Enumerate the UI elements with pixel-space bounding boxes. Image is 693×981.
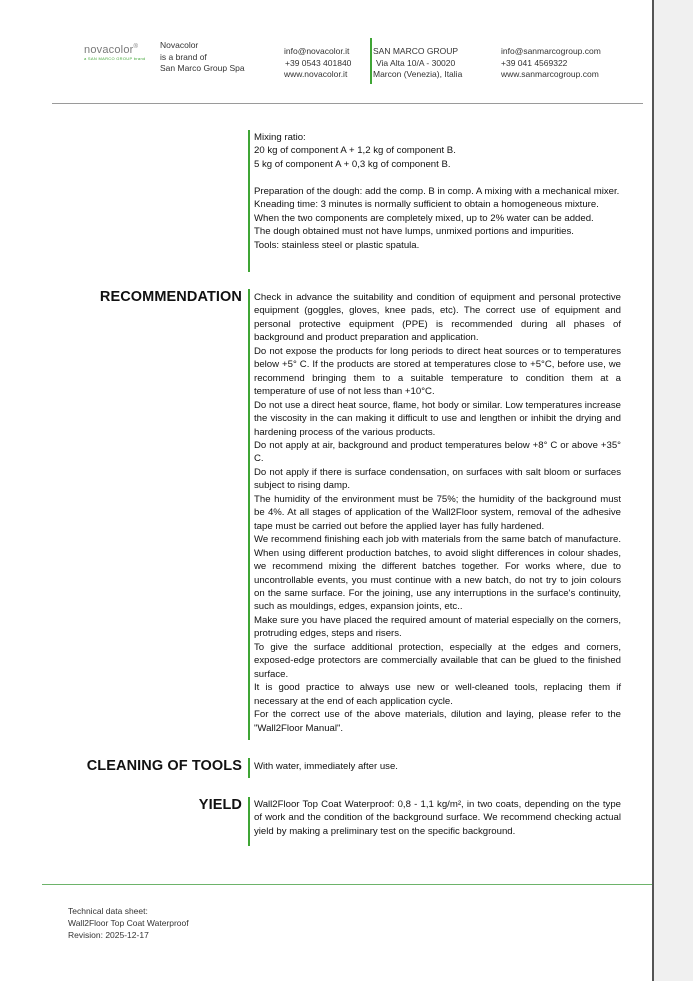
- recommendation-paragraph: Make sure you have placed the required amount of material especially on the corners, protruding edges, steps and risers.: [254, 614, 621, 640]
- logo-word: novacolor: [84, 44, 134, 56]
- section-green-line: [248, 758, 250, 778]
- footer-line: Technical data sheet:: [68, 906, 148, 916]
- brand-line: San Marco Group Spa: [160, 63, 245, 73]
- mixing-paragraph: Kneading time: 3 minutes is normally sufficient to obtain a homogeneous mixture.: [254, 199, 599, 211]
- brand-line: is a brand of: [160, 51, 207, 62]
- cleaning-text: With water, immediately after use.: [254, 761, 398, 772]
- recommendation-paragraph: The humidity of the environment must be 75%; the humidity of the background must be 4%. At all stages of application of the Wall2Floor system, removal of the adhesive tape must be carried out before the applied layer has fully hardened.: [254, 493, 621, 532]
- recommendation-text: [254, 291, 621, 735]
- section-green-line: [248, 289, 250, 740]
- footer-line: Revision: 2025-12-17: [68, 929, 149, 940]
- brand-line: Novacolor: [160, 40, 199, 50]
- novacolor-website[interactable]: www.novacolor.it: [284, 69, 348, 79]
- recommendation-paragraph: For the correct use of the above materials, dilution and laying, please refer to the "Wall2Floor Manual".: [254, 709, 621, 734]
- yield-heading: YIELD: [198, 797, 242, 813]
- recommendation-paragraph: To give the surface additional protection, especially at the edges and corners, exposed-edge protectors are commercially available that can be glued to the finished surface.: [254, 641, 621, 680]
- mixing-paragraph: When the two components are completely mixed, up to 2% water can be added.: [254, 212, 594, 224]
- recommendation-paragraph: Do not use a direct heat source, flame, hot body or similar. Low temperatures increase the viscosity in the can making it difficult to use and lengthen or inhibit the drying and hardening process of the various products.: [254, 399, 621, 438]
- header-divider: [370, 38, 372, 84]
- recommendation-paragraph: Check in advance the suitability and condition of equipment and personal protective equipment (goggles, gloves, knee pads, etc). The correct use of equipment and personal protective equipment (PPE) is recommended during all phases of background and product preparation and application.: [254, 292, 621, 344]
- san-marco-contacts: [501, 46, 601, 81]
- logo-registered-mark: ®: [133, 44, 139, 50]
- mixing-text: [254, 131, 621, 252]
- mixing-line: Mixing ratio:: [254, 132, 306, 143]
- footer-line: Wall2Floor Top Coat Waterproof: [68, 917, 189, 928]
- address-company: SAN MARCO GROUP: [373, 46, 459, 56]
- mixing-paragraph: Preparation of the dough: add the comp. B in comp. A mixing with a mechanical mixer.: [254, 185, 620, 197]
- mixing-line: 20 kg of component A + 1,2 kg of component B.: [254, 145, 456, 157]
- section-green-line: [248, 130, 250, 272]
- recommendation-paragraph: Do not apply if there is surface condensation, on surfaces with salt bloom or surfaces subject to rising damp.: [254, 466, 621, 492]
- logo-tagline: a SAN MARCO GROUP brand: [84, 56, 146, 61]
- recommendation-paragraph: Do not apply at air, background and product temperatures below +8° C or above +35° C.: [254, 439, 621, 465]
- page-edge-shadow: [652, 0, 693, 981]
- recommendation-paragraph: Do not expose the products for long periods to direct heat sources or to temperatures below +5° C. If the products are stored at temperatures close to +5°C, before use, we recommend bringing them to a suitable temperature to condition them at a temperature of use of not less than +10°C.: [254, 345, 621, 398]
- novacolor-phone: +39 0543 401840: [285, 57, 352, 68]
- san-marco-address: [373, 46, 462, 81]
- novacolor-contacts: [284, 46, 351, 81]
- cleaning-heading: CLEANING OF TOOLS: [86, 758, 242, 774]
- novacolor-email[interactable]: info@novacolor.it: [284, 46, 350, 56]
- recommendation-paragraph: It is good practice to always use new or well-cleaned tools, replacing them if necessary at the end of each application cycle.: [254, 682, 621, 707]
- recommendation-paragraph: We recommend finishing each job with materials from the same batch of manufacture. When using different production batches, to avoid slight differences in colour shades, we recommend mixing the different batches together. For works where, due to uncontrollable events, you must continue with a new batch, do not try to join colours on the same surface. For the joining, use any interruptions in the surface's continuity, such as mouldings, edges, expansion joints, etc..: [254, 534, 621, 613]
- sanmarco-website[interactable]: www.sanmarcogroup.com: [501, 69, 599, 79]
- footer-rule: [42, 884, 652, 885]
- mixing-line: 5 kg of component A + 0,3 kg of component B.: [254, 158, 451, 170]
- header-rule: [52, 103, 643, 104]
- footer: [68, 906, 189, 941]
- sanmarco-phone: +39 041 4569322: [501, 57, 568, 68]
- sanmarco-email[interactable]: info@sanmarcogroup.com: [501, 46, 601, 56]
- recommendation-heading: RECOMMENDATION: [99, 289, 242, 305]
- brand-info: [160, 40, 245, 75]
- address-street: Via Alta 10/A - 30020: [376, 57, 456, 68]
- section-green-line: [248, 797, 250, 846]
- yield-text: Wall2Floor Top Coat Waterproof: 0,8 - 1,1 kg/m², in two coats, depending on the type of work and the condition of the background surface. We recommend checking actual yield by making a preliminary test on the specific background.: [254, 799, 621, 837]
- novacolor-logo: [84, 44, 146, 61]
- mixing-paragraph: The dough obtained must not have lumps, unmixed portions and impurities.: [254, 226, 574, 238]
- mixing-paragraph: Tools: stainless steel or plastic spatula.: [254, 239, 420, 251]
- address-city: Marcon (Venezia), Italia: [373, 69, 463, 79]
